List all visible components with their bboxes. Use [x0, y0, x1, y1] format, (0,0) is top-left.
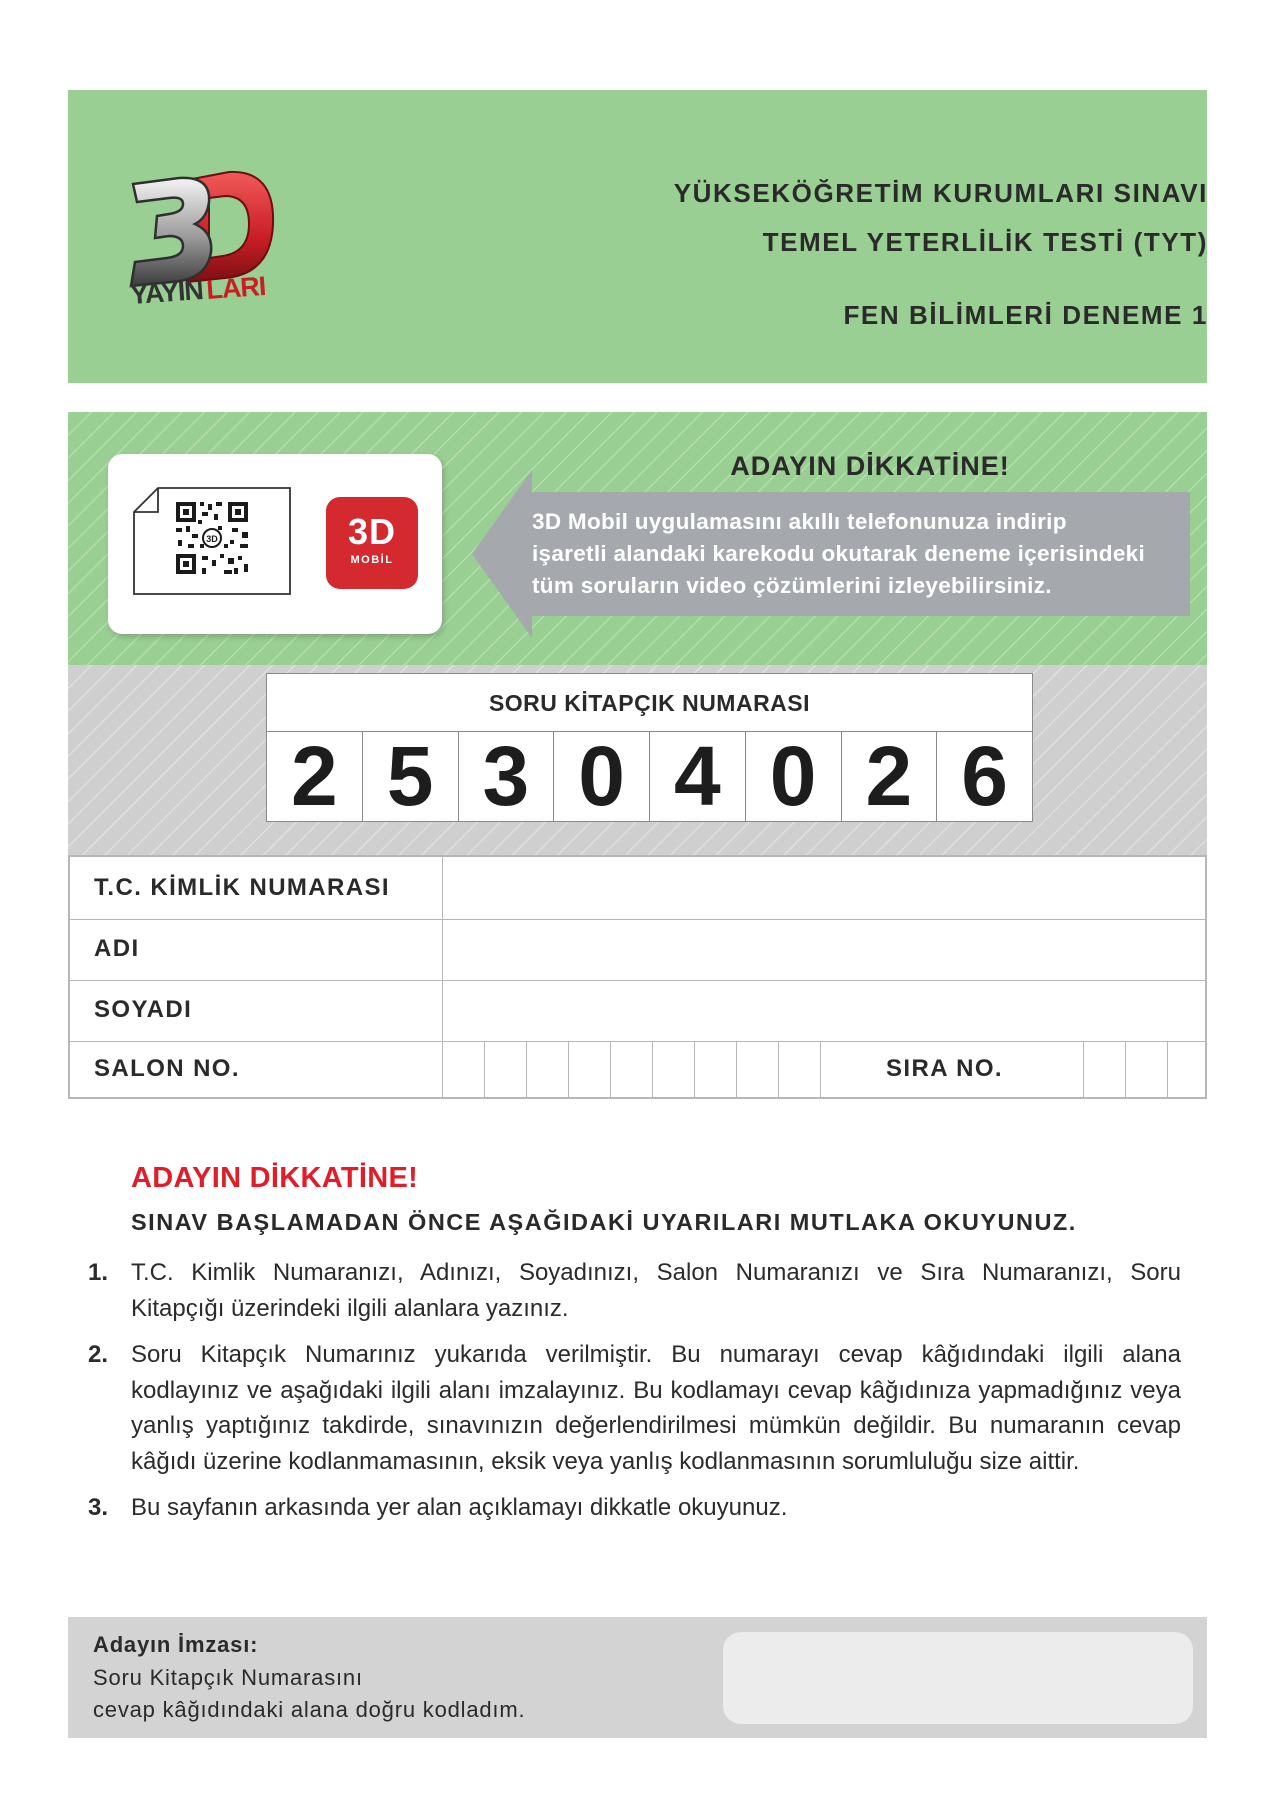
candidate-form [68, 855, 1207, 1099]
instruction-item [88, 1255, 1181, 1326]
item-number: 2. [88, 1341, 109, 1368]
svg-text:YAYIN: YAYIN [129, 274, 204, 310]
name-row [70, 920, 1205, 981]
name-field[interactable] [442, 920, 443, 980]
salon-row [70, 1042, 1205, 1097]
item-number: 1. [88, 1259, 109, 1286]
item-line: Kitapçığı üzerindeki ilgili alanlara yazınız. [131, 1294, 569, 1322]
notice-line: 3D Mobil uygulamasını akıllı telefonunuza indirip [532, 509, 1067, 534]
salon-cell[interactable] [778, 1042, 779, 1097]
sira-cell[interactable] [1167, 1042, 1168, 1097]
item-line: kodlayınız ve aşağıdaki ilgili alanı imzalayınız. Bu kodlamayı cevap kâğıdınıza yapmadığınız veya [131, 1376, 1181, 1404]
signature-title: Adayın İmzası: [93, 1632, 259, 1657]
salon-cell[interactable] [652, 1042, 653, 1097]
item-line: Bu sayfanın arkasında yer alan açıklamayı dikkatle okuyunuz. [131, 1494, 788, 1521]
item-line: Soru Kitapçık Numarınız yukarıda verilmiştir. Bu numarayı cevap kâğıdındaki ilgili alana [131, 1341, 1181, 1368]
warning-subtitle: SINAV BAŞLAMADAN ÖNCE AŞAĞIDAKİ UYARILARI MUTLAKA OKUYUNUZ. [131, 1209, 1077, 1235]
signature-text-line: cevap kâğıdındaki alana doğru kodladım. [93, 1697, 526, 1722]
item-line: yanlış yaptığınız takdirde, sınavınızın değerlendirilmesi mümkün değildir. Bu numaranın cevap [131, 1412, 1181, 1439]
sira-cell[interactable] [1083, 1042, 1084, 1097]
surname-field[interactable] [442, 981, 443, 1041]
sira-label-cell [820, 1042, 821, 1097]
booklet-number-label: SORU KİTAPÇIK NUMARASI [267, 674, 1032, 732]
item-line: kâğıdı üzerine kodlanmamasının, eksik veya yanlış kodlanmasının sorumluluğu size aittir. [131, 1447, 1080, 1475]
item-line: T.C. Kimlik Numaranızı, Adınızı, Soyadınızı, Salon Numaranızı ve Sıra Numaranızı, Soru [131, 1259, 1181, 1286]
app-badge-main: 3D [347, 511, 397, 552]
notice-line: tüm soruların video çözümlerini izleyebilirsiniz. [532, 573, 1052, 598]
booklet-digit: 2 [842, 732, 938, 821]
instruction-item [88, 1337, 1181, 1479]
tc-label: T.C. KİMLİK NUMARASI [94, 874, 390, 901]
salon-cell[interactable] [736, 1042, 737, 1097]
sira-label: SIRA NO. [886, 1055, 1003, 1082]
booklet-digit: 0 [554, 732, 650, 821]
salon-field[interactable] [442, 1042, 443, 1097]
qr-code-icon [132, 486, 292, 596]
item-number: 3. [88, 1494, 109, 1521]
booklet-digit: 6 [961, 729, 1008, 823]
signature-box[interactable] [723, 1632, 1193, 1724]
exam-title: YÜKSEKÖĞRETİM KURUMLARI SINAVI [673, 178, 1208, 208]
name-label: ADI [94, 935, 140, 962]
salon-cell[interactable] [484, 1042, 485, 1097]
salon-label: SALON NO. [94, 1055, 240, 1082]
tc-row [70, 857, 1205, 920]
booklet-digit: 4 [650, 732, 746, 821]
publisher-logo [125, 162, 285, 312]
notice-title: ADAYIN DİKKATİNE! [730, 451, 1010, 481]
svg-text:3D: 3D [206, 534, 218, 544]
notice-line: işaretli alandaki karekodu okutarak deneme içerisindeki [532, 541, 1146, 566]
salon-cell[interactable] [526, 1042, 527, 1097]
sira-cell[interactable] [1125, 1042, 1126, 1097]
booklet-digits [267, 729, 1032, 823]
surname-label: SOYADI [94, 996, 193, 1023]
instruction-item [88, 1490, 1181, 1526]
exam-subtitle: TEMEL YETERLİLİK TESTİ (TYT) [762, 227, 1208, 257]
svg-text:LARI: LARI [205, 270, 267, 305]
app-badge [326, 497, 418, 589]
booklet-digit: 5 [363, 732, 459, 821]
test-name: FEN BİLİMLERİ DENEME 1 [843, 300, 1208, 330]
signature-text-line: Soru Kitapçık Numarasını [93, 1665, 363, 1690]
booklet-digit: 3 [459, 732, 555, 821]
app-badge-sub: MOBİL [350, 554, 394, 566]
booklet-digit: 2 [267, 732, 363, 821]
salon-cell[interactable] [610, 1042, 611, 1097]
surname-row [70, 981, 1205, 1042]
warning-title: ADAYIN DİKKATİNE! [131, 1162, 419, 1194]
instruction-list [88, 1255, 1181, 1537]
salon-cell[interactable] [568, 1042, 569, 1097]
tc-field[interactable] [442, 857, 443, 919]
notice-text [532, 506, 1182, 602]
booklet-digit: 0 [746, 732, 842, 821]
booklet-number-box [266, 673, 1033, 822]
salon-cell[interactable] [694, 1042, 695, 1097]
